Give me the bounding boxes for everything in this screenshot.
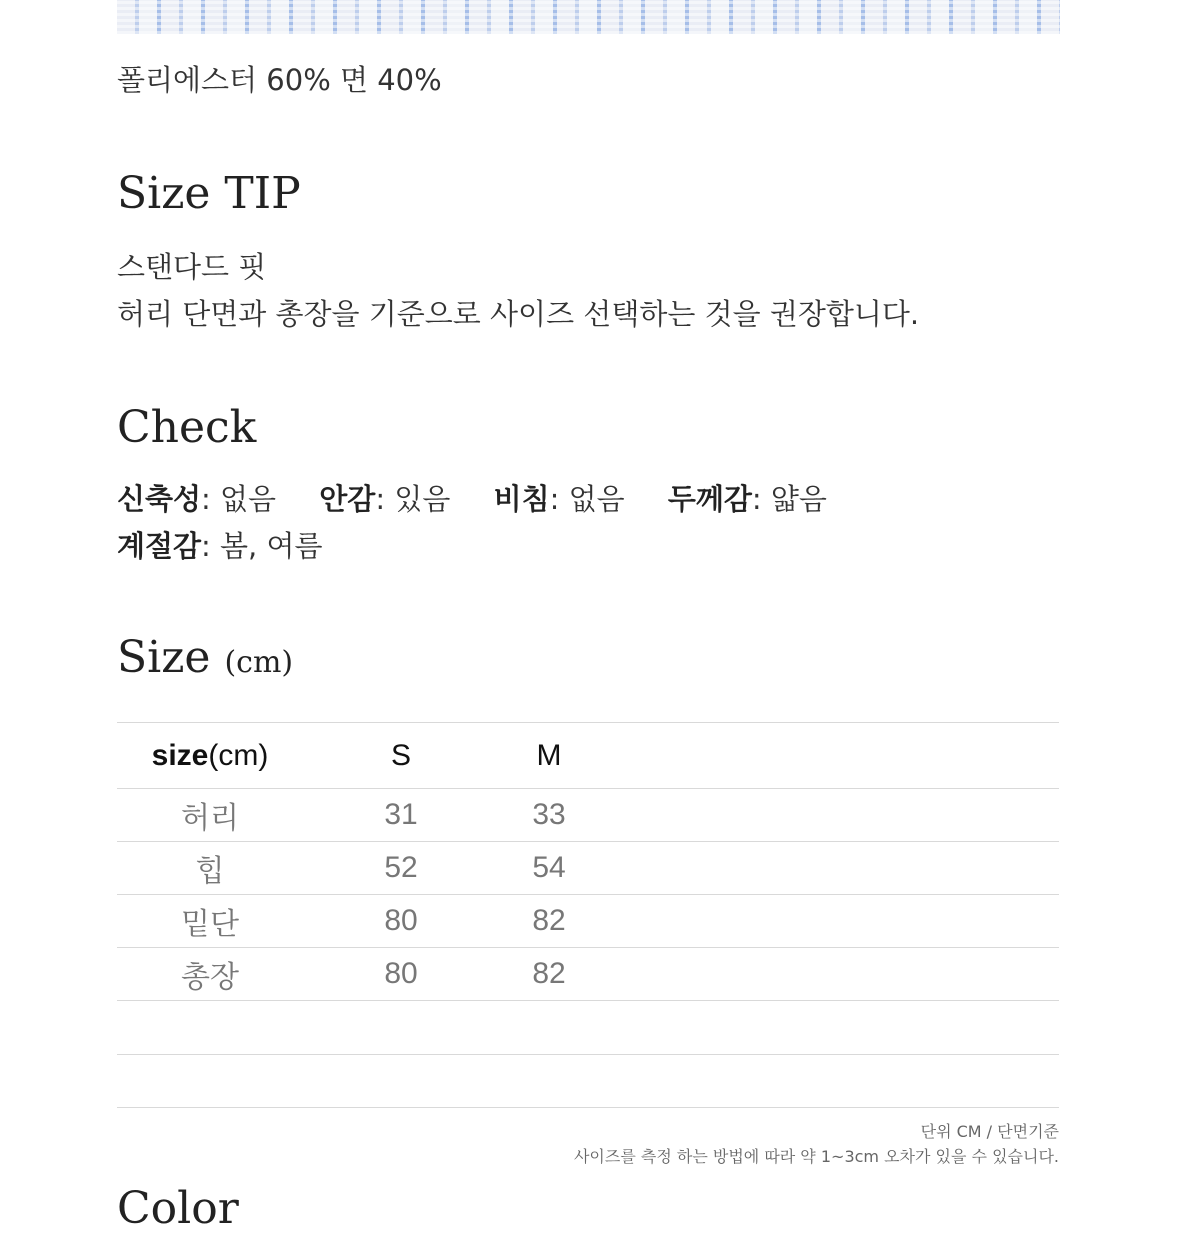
row-label: 허리 — [181, 801, 239, 836]
measurement-note: 사이즈를 측정 하는 방법에 따라 약 1~3cm 오차가 있을 수 있습니다. — [573, 1147, 1059, 1166]
unit-note: 단위 CM / 단면기준 — [920, 1122, 1059, 1141]
cell-m: 82 — [532, 957, 566, 991]
cell-m: 54 — [532, 851, 566, 884]
check-row-1 — [117, 477, 861, 518]
divider — [117, 1107, 1059, 1108]
cell-m: 82 — [532, 904, 566, 937]
table-row — [117, 789, 1059, 842]
size-tip-title: Size TIP — [117, 168, 301, 219]
size-title-unit: (cm) — [224, 645, 294, 680]
header-col-m: M — [536, 738, 562, 772]
check-item-stretch: 신축성: 없음 — [117, 482, 277, 516]
check-item-lining: 안감: 있음 — [319, 482, 451, 516]
size-table — [117, 722, 1059, 1001]
row-label: 힙 — [195, 854, 225, 889]
cell-s: 52 — [384, 851, 418, 884]
table-row — [117, 895, 1059, 948]
row-label: 총장 — [181, 960, 239, 996]
size-title: Size (cm) — [117, 632, 294, 683]
row-label: 밑단 — [181, 907, 239, 942]
cell-s: 31 — [384, 798, 418, 831]
check-item-thickness: 두께감: 얇음 — [667, 482, 827, 516]
size-table-header — [117, 723, 1059, 789]
next-section-clip — [0, 1183, 1177, 1234]
divider — [117, 1000, 1059, 1001]
fabric-detail-image — [117, 0, 1060, 34]
color-title: Color — [117, 1183, 239, 1234]
header-size-label: size(cm) — [151, 738, 269, 772]
check-item-season: 계절감: 봄, 여름 — [117, 529, 323, 563]
divider — [117, 1054, 1059, 1055]
check-title: Check — [117, 402, 257, 453]
size-tip-fit: 스탠다드 핏 — [117, 250, 267, 284]
header-col-s: S — [390, 738, 411, 772]
table-row — [117, 842, 1059, 895]
table-row — [117, 948, 1059, 1001]
cell-m: 33 — [532, 798, 566, 831]
material-composition: 폴리에스터 60% 면 40% — [117, 63, 442, 97]
cell-s: 80 — [384, 904, 418, 937]
check-row-2 — [117, 524, 357, 565]
cell-s: 80 — [384, 957, 418, 991]
size-tip-advice: 허리 단면과 총장을 기준으로 사이즈 선택하는 것을 권장합니다. — [117, 297, 920, 331]
check-item-sheerness: 비침: 없음 — [493, 482, 625, 516]
